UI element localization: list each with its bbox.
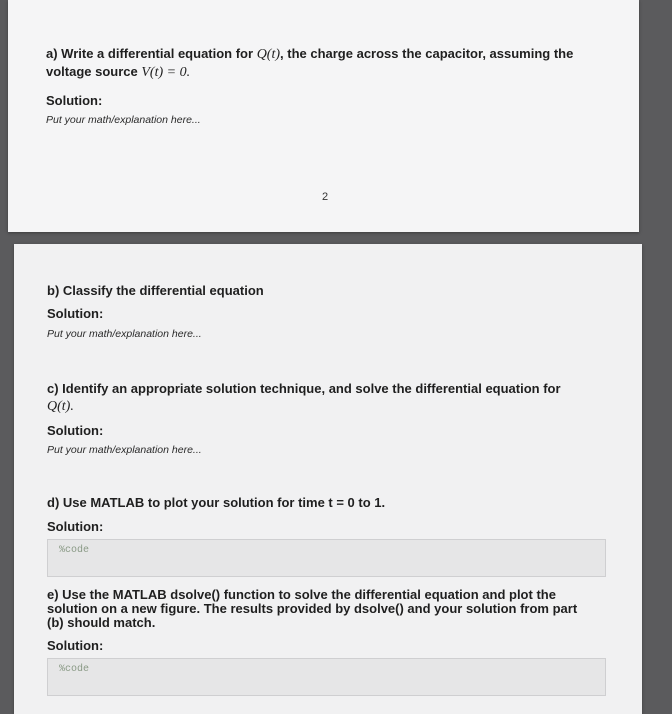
- question-a-line2: voltage source: [46, 64, 142, 79]
- code-cell-d[interactable]: %code: [47, 539, 606, 577]
- voltage-expression: V(t) = 0.: [141, 65, 191, 80]
- q-of-t-symbol: Q(t): [256, 47, 281, 62]
- question-b: b) Classify the differential equation: [47, 283, 264, 298]
- question-c: [47, 380, 607, 415]
- page-number: 2: [322, 191, 329, 203]
- question-e-line1: e) Use the MATLAB dsolve() function to solve the differential equation and plot the: [47, 587, 556, 602]
- question-c-text: c) Identify an appropriate solution technique, and solve the differential equation for: [47, 381, 561, 396]
- question-a-mid: , the charge across the capacitor, assuming the: [280, 46, 574, 61]
- solution-label-b: Solution:: [47, 306, 104, 321]
- question-e-line3: (b) should match.: [47, 615, 156, 630]
- page-1: [8, 0, 639, 232]
- question-a: [46, 45, 626, 81]
- solution-label-c: Solution:: [47, 423, 104, 438]
- q-of-t-expression: Q(t).: [47, 399, 74, 414]
- question-a-prefix: a) Write a differential equation for: [46, 46, 257, 61]
- solution-label-e: Solution:: [47, 638, 104, 653]
- question-e: [47, 588, 617, 630]
- solution-label-a: Solution:: [46, 93, 103, 108]
- question-d: d) Use MATLAB to plot your solution for time t = 0 to 1.: [47, 495, 386, 510]
- solution-placeholder-c[interactable]: Put your math/explanation here...: [47, 444, 202, 456]
- solution-label-d: Solution:: [47, 519, 104, 534]
- solution-placeholder-b[interactable]: Put your math/explanation here...: [47, 328, 202, 340]
- question-e-line2: solution on a new figure. The results provided by dsolve() and your solution from part: [47, 601, 578, 616]
- code-cell-e[interactable]: %code: [47, 658, 606, 696]
- page-2: [14, 244, 642, 714]
- solution-placeholder-a[interactable]: Put your math/explanation here...: [46, 114, 201, 126]
